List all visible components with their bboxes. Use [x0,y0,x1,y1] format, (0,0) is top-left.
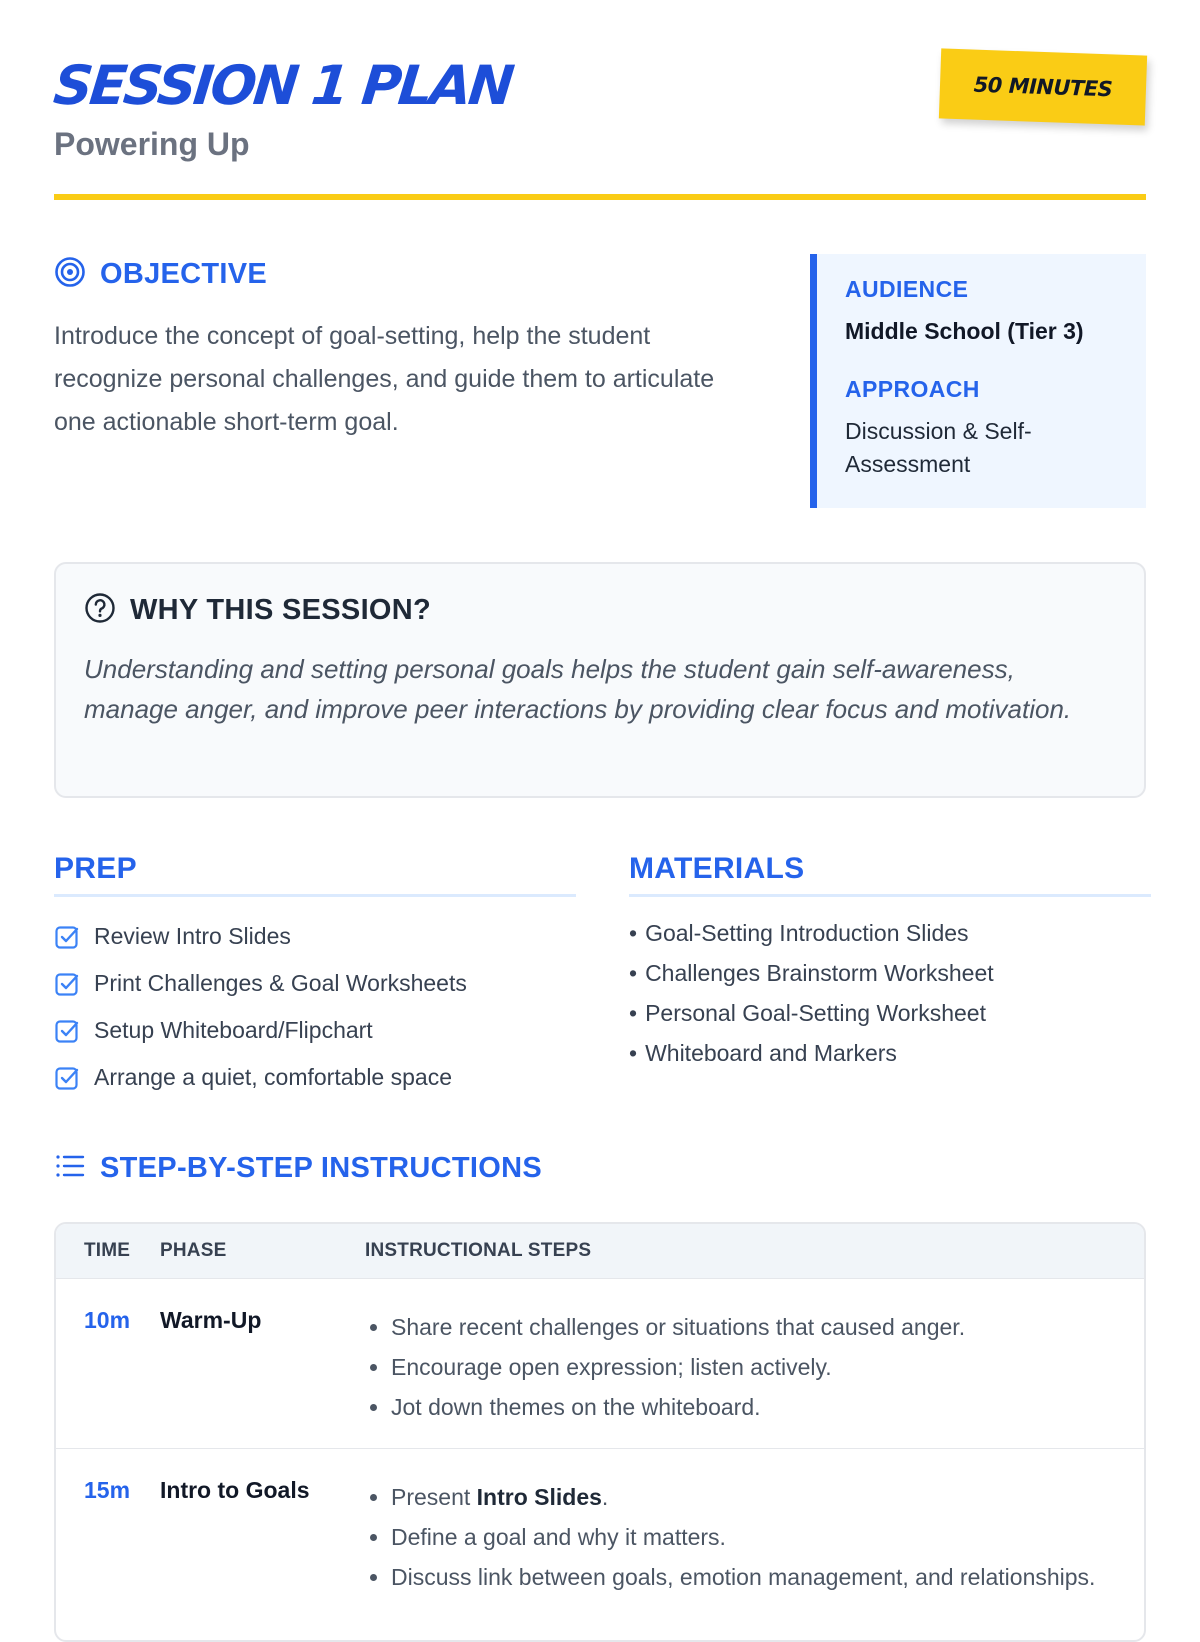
header-divider [54,194,1146,200]
step-item: • Present Intro Slides. [391,1477,1144,1517]
checkbox-icon [54,971,80,997]
question-circle-icon [84,592,116,629]
column-header-steps: INSTRUCTIONAL STEPS [365,1240,592,1261]
objective-section [54,256,754,444]
session-plan-page [50,0,1146,1590]
target-icon [54,256,86,293]
column-header-time: TIME [84,1240,131,1261]
page-title: SESSION 1 PLAN [50,54,515,117]
why-heading: WHY THIS SESSION? [130,594,432,626]
step-item: • Encourage open expression; listen actively. [391,1347,1144,1387]
step-emphasis: Intro Slides [476,1484,602,1510]
materials-section [629,852,1151,1073]
row-phase: Intro to Goals [160,1477,310,1503]
checkbox-icon [54,1065,80,1091]
table-row [56,1278,1144,1448]
prep-item: Setup Whiteboard/Flipchart [54,1007,576,1054]
materials-item: • Personal Goal-Setting Worksheet [629,999,986,1026]
materials-item: • Challenges Brainstorm Worksheet [629,959,994,986]
materials-item: • Whiteboard and Markers [629,1039,897,1066]
steps-heading: STEP-BY-STEP INSTRUCTIONS [100,1152,543,1184]
materials-list [629,913,1151,1073]
session-meta-card [810,254,1146,508]
objective-text: Introduce the concept of goal-setting, help the student recognize personal challenges, and guide them to articulate one actionable short-term goal. [54,322,715,436]
table-header [56,1224,1144,1278]
column-header-phase: PHASE [160,1240,227,1261]
approach-label: APPROACH [845,376,980,402]
checkbox-icon [54,1018,80,1044]
header [50,0,1146,200]
prep-section [54,852,576,1101]
page-subtitle: Powering Up [54,126,250,162]
steps-table [54,1222,1146,1642]
prep-item: Arrange a quiet, comfortable space [54,1054,576,1101]
step-item: • Jot down themes on the whiteboard. [391,1387,1144,1427]
prep-item: Print Challenges & Goal Worksheets [54,960,576,1007]
steps-heading-row [54,1150,542,1187]
row-time: 10m [84,1307,131,1333]
step-item: • Share recent challenges or situations that caused anger. [391,1307,1144,1347]
step-item: • Discuss link between goals, emotion management, and relationships. [391,1557,1144,1597]
audience-label: AUDIENCE [845,276,969,302]
step-item: • Define a goal and why it matters. [391,1517,1144,1557]
row-time: 15m [84,1477,131,1503]
checkbox-icon [54,924,80,950]
why-text: Understanding and setting personal goals helps the student gain self-awareness, manage anger, and improve peer interactions by providing clear focus and motivation. [84,654,1072,724]
why-this-session-box [54,562,1146,798]
prep-item: Review Intro Slides [54,913,576,960]
list-icon [54,1150,86,1187]
approach-value: Discussion & Self-Assessment [845,418,1032,477]
materials-item: • Goal-Setting Introduction Slides [629,919,969,946]
audience-value: Middle School (Tier 3) [845,318,1084,344]
row-steps-list [365,1477,1144,1597]
prep-heading: PREP [54,852,576,897]
materials-heading: MATERIALS [629,852,1151,897]
row-steps-list [365,1307,1144,1427]
table-row [56,1448,1144,1642]
row-phase: Warm-Up [160,1307,262,1333]
prep-list [54,913,576,1101]
duration-badge: 50 MINUTES [939,48,1147,125]
objective-heading: OBJECTIVE [100,258,268,290]
